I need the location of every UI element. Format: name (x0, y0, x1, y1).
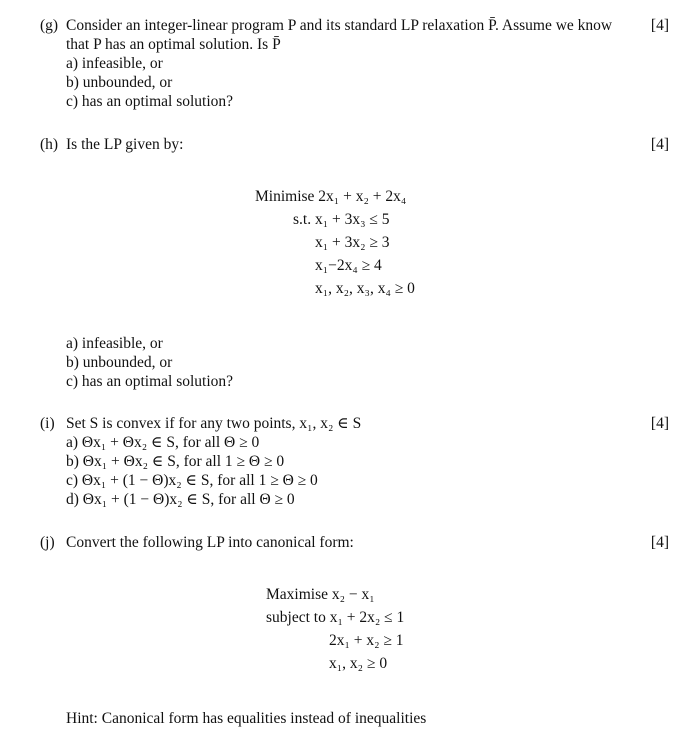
lp-h-constraint-1: s.t. x₁ + 3x₃ ≤ 5 (293, 211, 390, 228)
question-h-option-c: c) has an optimal solution? (66, 373, 234, 390)
question-j-prompt: Convert the following LP into canonical form: (66, 534, 354, 551)
lp-j-constraint-2: 2x₁ + x₂ ≥ 1 (329, 632, 404, 649)
question-h-prompt: Is the LP given by: (66, 136, 184, 153)
question-j-marks: [4] (650, 534, 669, 551)
question-j-hint: Hint: Canonical form has equalities instead of inequalities (66, 710, 427, 727)
question-i-option-c: c) Θx₁ + (1 − Θ)x₂ ∈ S, for all 1 ≥ Θ ≥ 0 (66, 472, 318, 489)
lp-j-nonnegativity: x₁, x₂ ≥ 0 (329, 655, 388, 672)
question-i-option-a: a) Θx₁ + Θx₂ ∈ S, for all Θ ≥ 0 (66, 434, 260, 451)
lp-j-constraint-1: subject to x₁ + 2x₂ ≤ 1 (266, 609, 405, 626)
question-i-option-d: d) Θx₁ + (1 − Θ)x₂ ∈ S, for all Θ ≥ 0 (66, 491, 295, 508)
question-h-marks: [4] (650, 136, 669, 153)
question-g-line2: that P has an optimal solution. Is P̄ (66, 36, 281, 53)
question-h-option-a: a) infeasible, or (66, 335, 163, 352)
lp-h-constraint-3: x₁−2x₄ ≥ 4 (315, 257, 382, 274)
lp-h-nonnegativity: x₁, x₂, x₃, x₄ ≥ 0 (315, 280, 415, 297)
question-h-label: (h) (40, 136, 59, 153)
question-i-marks: [4] (650, 415, 669, 432)
question-g-option-c: c) has an optimal solution? (66, 93, 234, 110)
question-i-option-b: b) Θx₁ + Θx₂ ∈ S, for all 1 ≥ Θ ≥ 0 (66, 453, 285, 470)
lp-j-objective: Maximise x₂ − x₁ (266, 586, 375, 603)
question-i-prompt: Set S is convex if for any two points, x₁, x₂ ∈ S (66, 415, 362, 432)
question-i-label: (i) (40, 415, 55, 432)
question-g-label: (g) (40, 17, 59, 34)
question-h-option-b: b) unbounded, or (66, 354, 173, 371)
question-j-label: (j) (40, 534, 55, 551)
lp-h-objective: Minimise 2x₁ + x₂ + 2x₄ (255, 188, 407, 205)
lp-h-constraint-2: x₁ + 3x₂ ≥ 3 (315, 234, 390, 251)
question-g-marks: [4] (650, 17, 669, 34)
question-g-option-b: b) unbounded, or (66, 74, 173, 91)
question-g-line1: Consider an integer-linear program P and its standard LP relaxation P̄. Assume we know (66, 17, 613, 34)
question-g-option-a: a) infeasible, or (66, 55, 163, 72)
